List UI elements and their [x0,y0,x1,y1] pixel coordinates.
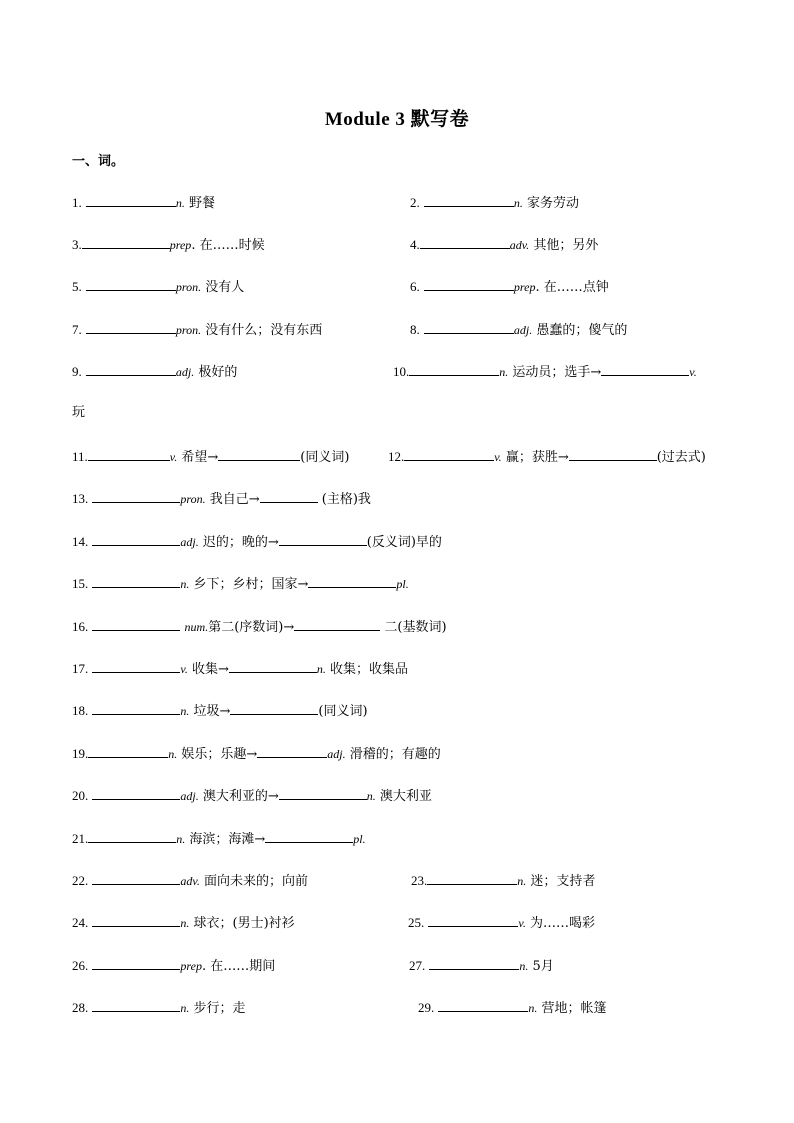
answer-blank[interactable] [92,957,180,970]
answer-blank[interactable] [260,490,318,503]
vocab-item: 4. adv. 其他；另外 [410,237,599,253]
answer-blank[interactable] [427,872,517,885]
answer-blank[interactable] [230,702,318,715]
answer-blank[interactable] [257,745,327,758]
answer-blank[interactable] [229,660,317,673]
vocab-item: 5. pron. 没有人 [72,279,245,295]
answer-blank[interactable] [92,575,180,588]
answer-blank[interactable] [86,363,176,376]
answer-blank[interactable] [569,448,657,461]
vocab-item: 24. n. 球衣；(男士)衬衫 [72,915,295,931]
answer-blank[interactable] [404,448,494,461]
answer-blank[interactable] [424,194,514,207]
answer-blank[interactable] [92,660,180,673]
vocab-item: 6. prep. 在……点钟 [410,279,609,295]
answer-blank[interactable] [601,363,689,376]
answer-blank[interactable] [265,830,353,843]
section-heading: 一、词。 [72,154,125,169]
vocab-item: 23. n. 迷；支持者 [411,873,596,889]
vocab-item: 25. v. 为……喝彩 [408,915,595,931]
answer-blank[interactable] [279,533,367,546]
vocab-item-wrap: 玩 [72,405,86,420]
answer-blank[interactable] [86,194,176,207]
answer-blank[interactable] [92,702,180,715]
answer-blank[interactable] [429,957,519,970]
answer-blank[interactable] [92,914,180,927]
vocab-item: 29. n. 营地；帐篷 [418,1000,607,1016]
answer-blank[interactable] [92,999,180,1012]
answer-blank[interactable] [88,448,170,461]
vocab-item: 1. n. 野餐 [72,195,216,211]
answer-blank[interactable] [438,999,528,1012]
answer-blank[interactable] [86,321,176,334]
vocab-item: 28. n. 步行；走 [72,1000,246,1016]
answer-blank[interactable] [428,914,518,927]
vocab-item: 17. v. 收集→ n. 收集；收集品 [72,661,408,677]
vocab-item: 14. adj. 迟的；晚的→ (反义词)早的 [72,534,442,550]
vocab-item: 26. prep. 在……期间 [72,958,276,974]
answer-blank[interactable] [409,363,499,376]
vocab-item: 10. n. 运动员；选手→ v. [393,364,697,380]
answer-blank[interactable] [92,787,180,800]
answer-blank[interactable] [424,278,514,291]
vocab-item: 3. prep. 在……时候 [72,237,265,253]
vocab-item: 22. adv. 面向未来的；向前 [72,873,308,889]
vocab-item: 2. n. 家务劳动 [410,195,580,211]
vocab-item: 15. n. 乡下；乡村；国家→ pl. [72,576,409,592]
answer-blank[interactable] [294,618,380,631]
vocab-item: 9. adj. 极好的 [72,364,238,380]
answer-blank[interactable] [92,618,180,631]
answer-blank[interactable] [424,321,514,334]
vocab-item: 13. pron. 我自己→ (主格)我 [72,491,371,507]
answer-blank[interactable] [308,575,396,588]
vocab-item: 8. adj. 愚蠢的；傻气的 [410,322,628,338]
answer-blank[interactable] [420,236,510,249]
answer-blank[interactable] [279,787,367,800]
vocab-item: 18. n. 垃圾→ (同义词) [72,703,368,719]
vocab-item: 11. v. 希望→ (同义词) [72,449,350,465]
answer-blank[interactable] [92,872,180,885]
vocab-item: 12. v. 赢；获胜→ (过去式) [388,449,706,465]
answer-blank[interactable] [86,278,176,291]
answer-blank[interactable] [88,830,176,843]
vocab-item: 19. n. 娱乐；乐趣→ adj. 滑稽的；有趣的 [72,746,441,762]
answer-blank[interactable] [88,745,168,758]
vocab-item: 27. n. 5月 [409,958,554,974]
answer-blank[interactable] [218,448,300,461]
answer-blank[interactable] [92,533,180,546]
vocab-item: 16. num.第二(序数词)→ 二(基数词) [72,619,447,635]
answer-blank[interactable] [82,236,170,249]
vocab-item: 20. adj. 澳大利亚的→ n. 澳大利亚 [72,788,432,804]
answer-blank[interactable] [92,490,180,503]
page-title: Module 3 默写卷 [324,109,470,130]
vocab-item: 21. n. 海滨；海滩→ pl. [72,831,366,847]
vocab-item: 7. pron. 没有什么；没有东西 [72,322,323,338]
